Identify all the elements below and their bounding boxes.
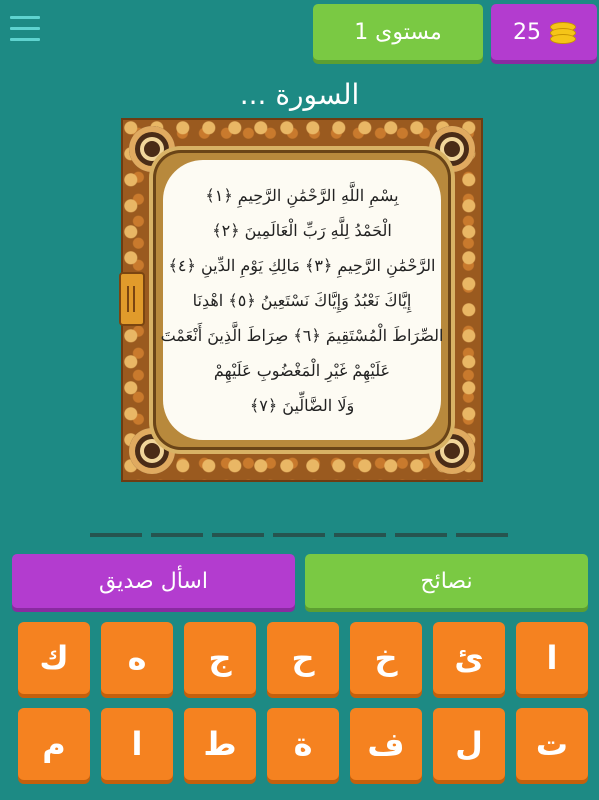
coins-icon [549,21,575,43]
answer-slot[interactable] [334,533,386,537]
bookmark-tab-icon [119,272,145,326]
letter-key[interactable]: ل [433,708,505,780]
letter-key[interactable]: ا [516,622,588,694]
letter-key[interactable]: ط [184,708,256,780]
letter-keyboard [14,622,588,780]
letter-key[interactable]: خ [350,622,422,694]
verse-line: الْحَمْدُ لِلَّهِ رَبِّ الْعَالَمِينَ ﴿٢﴾ [212,220,392,240]
quran-text-area [160,160,444,440]
coins-badge[interactable] [491,4,597,60]
letter-key[interactable]: ئ [433,622,505,694]
answer-slot[interactable] [212,533,264,537]
verse-line: إِيَّاكَ نَعْبُدُ وَإِيَّاكَ نَسْتَعِينُ ﴿٥﴾ اهْدِنَا [192,290,412,310]
verse-line: وَلَا الضَّالِّينَ ﴿٧﴾ [249,395,355,415]
answer-slot[interactable] [395,533,447,537]
letter-key[interactable]: ت [516,708,588,780]
verse-line: بِسْمِ اللَّهِ الرَّحْمَٰنِ الرَّحِيمِ ﴿١﴾ [205,185,399,205]
answer-slots [90,533,508,537]
page-border [153,150,451,450]
quran-page-image [121,118,483,482]
ask-friend-button[interactable]: اسأل صديق [12,554,295,608]
letter-key[interactable]: ة [267,708,339,780]
verse-line: عَلَيْهِمْ غَيْرِ الْمَغْضُوبِ عَلَيْهِمْ [213,360,391,380]
tips-button[interactable]: نصائح [305,554,588,608]
letter-key[interactable]: ف [350,708,422,780]
answer-slot[interactable] [90,533,142,537]
letter-key[interactable]: ه [101,622,173,694]
level-label: مستوى 1 [354,19,442,45]
letter-key[interactable]: ح [267,622,339,694]
letter-key[interactable]: ج [184,622,256,694]
verse-line: الصِّرَاطَ الْمُسْتَقِيمَ ﴿٦﴾ صِرَاطَ الَّذِينَ أَنْعَمْتَ [160,325,444,345]
letter-key[interactable]: ك [18,622,90,694]
answer-slot[interactable] [151,533,203,537]
answer-slot[interactable] [273,533,325,537]
coins-count: 25 [513,19,541,45]
letter-key[interactable]: ا [101,708,173,780]
verse-line: الرَّحْمَٰنِ الرَّحِيمِ ﴿٣﴾ مَالِكِ يَوْمِ الدِّينِ ﴿٤﴾ [168,255,436,275]
menu-icon[interactable] [10,16,40,44]
level-badge [313,4,483,60]
letter-key[interactable]: م [18,708,90,780]
answer-slot[interactable] [456,533,508,537]
question-text: السورة ... [239,78,360,111]
